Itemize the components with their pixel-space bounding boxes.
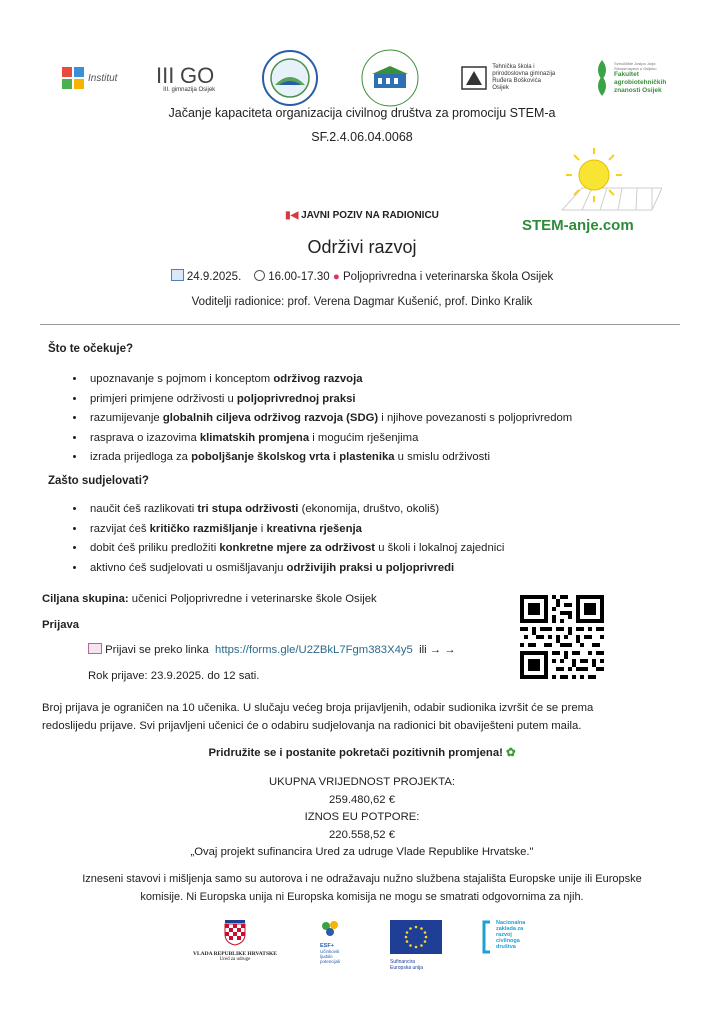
signup-deadline: Rok prijave: 23.9.2025. do 12 sati. xyxy=(88,670,260,682)
esf-line-4: potencijali xyxy=(320,959,341,964)
fakultet-line-3: znanosti Osijek xyxy=(613,87,662,94)
gimnazija-emblem xyxy=(156,63,222,87)
target-label: Ciljana skupina: xyxy=(42,593,129,605)
calendar-icon xyxy=(171,269,184,281)
workshop-title: Održivi razvoj xyxy=(307,237,417,257)
project-code: SF.2.4.06.04.0068 xyxy=(311,130,413,144)
fakultet-line-1: Fakultet xyxy=(613,71,639,78)
eu-label: IZNOS EU POTPORE: xyxy=(304,811,420,823)
tehnicka-line-2: prirodoslovna gimnazija xyxy=(492,71,556,77)
list-item: • razumijevanje globalnih ciljeva održivog razvoja (SDG) i njihove povezanosti s poljoprivredom xyxy=(86,409,572,429)
location-pin-icon: ● xyxy=(332,271,340,283)
qr-code[interactable] xyxy=(520,595,604,679)
list-item: • razvijat ćeš kritičko razmišljanje i kreativna rješenja xyxy=(86,520,504,540)
zaklada-line-1: Nacionalna xyxy=(496,920,526,926)
disclaimer-line-1: Izneseni stavovi i mišljenja samo su autorova i ne odražavaju nužno službena stajališta Europske unije ili Europske xyxy=(82,873,642,885)
eu-flag-icon xyxy=(390,920,442,954)
eu-value: 220.558,52 € xyxy=(329,828,395,841)
esf-line-2: Učinkoviti xyxy=(320,949,340,954)
fakultet-line-2: agrobiotehničkih xyxy=(613,79,667,86)
arrow-right-icon: → → xyxy=(429,644,456,656)
info-line-1: Broj prijava je ograničen na 10 učenika. U slučaju većeg broja prijavljenih, odabir sudionika izvršit će se prema xyxy=(42,702,594,714)
ured-text: Ured za udruge xyxy=(219,957,251,962)
puzzle-icon xyxy=(60,65,86,91)
list-item: • upoznavanje s pojmom i konceptom održivog razvoja xyxy=(86,370,572,390)
total-value: 259.480,62 € xyxy=(329,793,395,806)
list-item: • rasprava o izazovima klimatskih promjena i mogućim rješenjima xyxy=(86,429,572,449)
institut-logo xyxy=(60,65,117,91)
workshop-leaders xyxy=(0,296,724,308)
round-school-logo xyxy=(261,49,319,107)
round-emblem xyxy=(261,49,319,107)
signup-heading: Prijava xyxy=(42,619,80,631)
list-item: • dobit ćeš priliku predložiti konkretne mjere za održivost u školi i lokalnoj zajednici xyxy=(86,539,504,559)
expect-list xyxy=(62,370,572,468)
info-line-2: redoslijedu prijave. Svi prijavljeni učenici će o odabiru sudjelovanja na radionici bit obaviješteni putem maila. xyxy=(42,720,582,732)
workshop-place: Poljoprivredna i veterinarska škola Osijek xyxy=(343,271,554,283)
leaf-icon xyxy=(594,58,610,98)
envelope-icon xyxy=(88,643,102,654)
tehnicka-skola-logo xyxy=(460,63,555,93)
fakultet-small-text: Sveučilište Josipa Jurja Strossmayera u Osijeku xyxy=(613,61,657,71)
zaklada-line-5: društva xyxy=(496,944,516,950)
zaklada-line-2: zaklada za xyxy=(496,926,524,932)
workshop-date: 24.9.2025. xyxy=(186,271,242,283)
list-item: • aktivno ćeš sudjelovati u osmišljavanju održivijih praksi u poljoprivredi xyxy=(86,559,504,579)
gimnazija-logo xyxy=(156,63,222,94)
tehnicka-line-3: Ruđera Boškovića xyxy=(492,78,541,84)
clock-icon xyxy=(254,270,265,281)
project-funding xyxy=(0,774,724,862)
leaders-names: prof. Verena Dagmar Kušenić, prof. Dinko Kralik xyxy=(287,296,533,308)
sun-icon xyxy=(522,148,662,218)
signup-text: Prijavi se preko linka xyxy=(105,644,209,656)
eu-line-1: Sufinancira xyxy=(390,959,416,965)
tehnicka-line-1: Tehnička škola i xyxy=(492,64,535,70)
signup-link[interactable]: https://forms.gle/U2ZBkL7Fgm383X4y5 xyxy=(215,644,413,656)
project-title: Jačanje kapaciteta organizacija civilnog društva za promociju STEM-a xyxy=(168,106,556,120)
cta-text: Pridružite se i postanite pokretači pozitivnih promjena! xyxy=(208,747,503,759)
call-heading xyxy=(0,210,724,221)
zaklada-line-4: civilnoga xyxy=(496,938,520,944)
info-paragraph xyxy=(42,699,692,735)
divider xyxy=(40,324,680,325)
partner-logos xyxy=(60,48,670,108)
target-group xyxy=(42,593,377,605)
sumarska-skola-logo xyxy=(358,48,422,108)
vlada-logo xyxy=(180,920,290,962)
signup-or: ili xyxy=(419,644,427,656)
seedling-icon: ✿ xyxy=(506,747,516,759)
esf-line-3: ljudski xyxy=(320,954,333,959)
why-list xyxy=(62,500,504,578)
esf-line-1: ESF+ xyxy=(320,943,334,949)
list-item: • primjeri primjene održivosti u poljoprivrednoj praksi xyxy=(86,390,572,410)
tehnicka-line-4: Osijek xyxy=(492,85,509,91)
section-heading-expect: Što te očekuje? xyxy=(48,343,133,355)
fakultet-logo xyxy=(594,58,670,98)
megaphone-icon: ▮◀ xyxy=(285,210,299,221)
target-value: učenici Poljoprivredne i veterinarske škole Osijek xyxy=(131,593,377,605)
total-label: UKUPNA VRIJEDNOST PROJEKTA: xyxy=(268,776,456,788)
workshop-meta xyxy=(0,269,724,283)
disclaimer-line-2: komisije. Ni Europska unija ni Europska komisija ne mogu se smatrati odgovornima za njih. xyxy=(140,891,584,903)
list-item: • naučit ćeš razlikovati tri stupa održivosti (ekonomija, društvo, okoliš) xyxy=(86,500,504,520)
section-heading-why: Zašto sudjelovati? xyxy=(48,475,149,487)
eu-line-2: Europska unija xyxy=(390,965,424,971)
zaklada-bracket-icon xyxy=(480,920,494,954)
list-item: • izrada prijedloga za poboljšanje školskog vrta i plastenika u smislu održivosti xyxy=(86,448,572,468)
workshop-time: 16.00-17.30 xyxy=(268,271,330,283)
esf-logo xyxy=(320,920,360,964)
call-heading-text: JAVNI POZIV NA RADIONICU xyxy=(301,210,439,221)
zaklada-line-3: razvoj xyxy=(496,932,512,938)
leaders-label: Voditelji radionice: xyxy=(191,296,285,308)
vlada-text: VLADA REPUBLIKE HRVATSKE xyxy=(193,951,277,957)
eu-logo xyxy=(390,920,450,971)
qr-code-icon xyxy=(520,595,604,679)
signup-line xyxy=(88,643,456,656)
disclaimer xyxy=(0,870,724,906)
esf-icon xyxy=(320,920,342,938)
svg-text:III: III xyxy=(156,62,175,87)
funding-quote: „Ovaj projekt sufinancira Ured za udruge Vlade Republike Hrvatske." xyxy=(190,846,534,858)
sumarska-emblem xyxy=(358,48,422,108)
funder-logos xyxy=(180,920,560,980)
zaklada-logo xyxy=(480,920,560,954)
stem-anje-text: STEM-anje.com xyxy=(522,217,634,234)
tehnicka-emblem xyxy=(460,63,488,93)
croatian-coat-of-arms xyxy=(224,920,246,946)
gimnazija-logo-text: III. gimnazija Osijek xyxy=(163,86,216,93)
institut-logo-text: Institut xyxy=(88,72,118,84)
call-to-action xyxy=(0,746,724,759)
stem-anje-logo xyxy=(522,148,662,238)
svg-text:GO: GO xyxy=(180,62,215,87)
